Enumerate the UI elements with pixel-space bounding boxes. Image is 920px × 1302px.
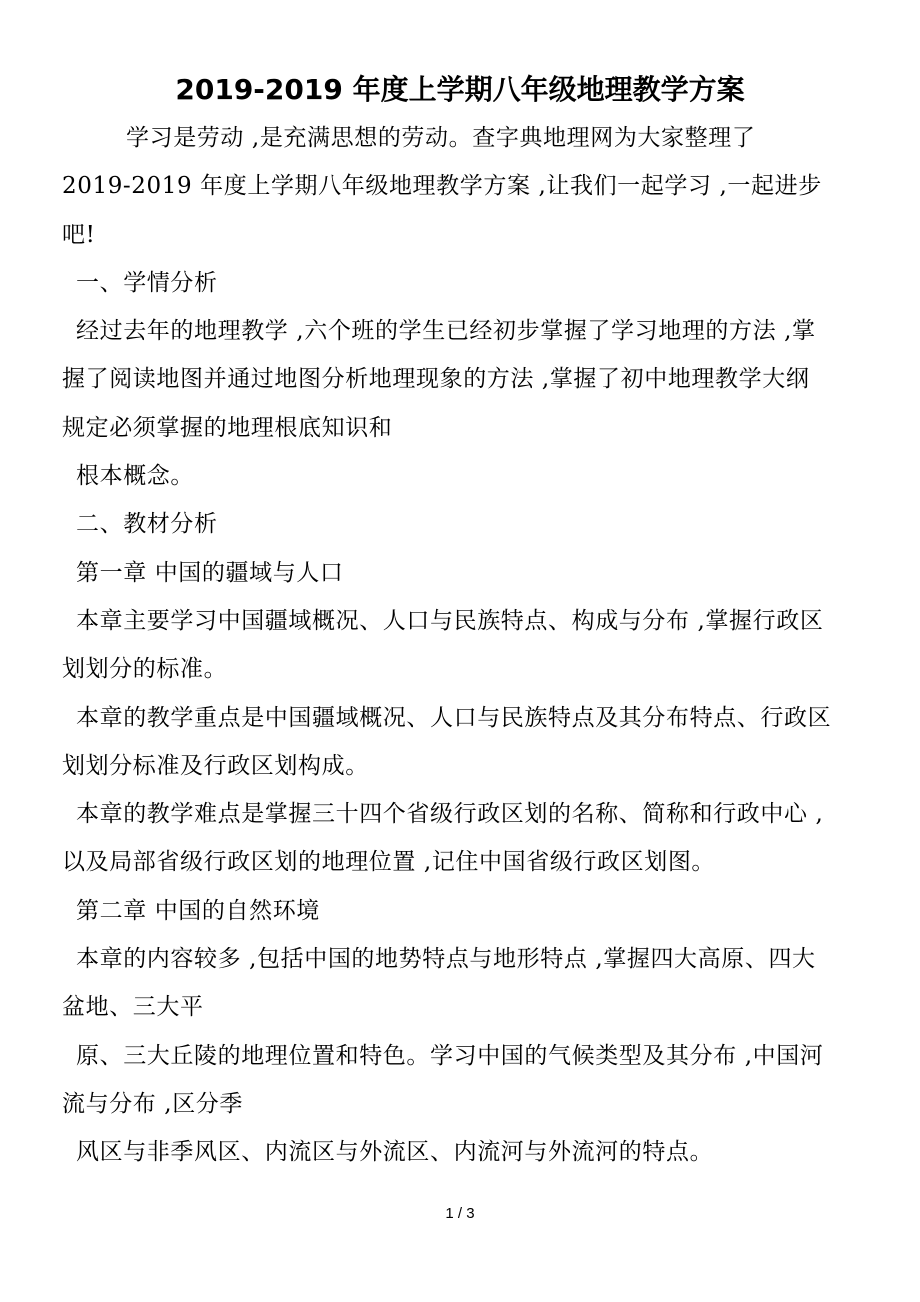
paragraph-line: 根本概念。: [76, 463, 194, 490]
paragraph-line: 盆地、三大平: [62, 994, 204, 1021]
chapter-heading: 第一章 中国的疆域与人口: [76, 559, 344, 586]
paragraph-line: 本章的教学难点是掌握三十四个省级行政区划的名称、简称和行政中心 ,: [76, 801, 824, 828]
paragraph-line: 以及局部省级行政区划的地理位置 ,记住中国省级行政区划图。: [62, 849, 716, 876]
paragraph-line: 经过去年的地理教学 ,六个班的学生已经初步掌握了学习地理的方法 ,掌: [76, 318, 816, 345]
paragraph-line: 原、三大丘陵的地理位置和特色。学习中国的气候类型及其分布 ,中国河: [76, 1042, 824, 1069]
section-heading: 二、教材分析: [76, 511, 218, 538]
document-title: 2019-2019 年度上学期八年级地理教学方案: [175, 73, 745, 106]
paragraph-line: 风区与非季风区、内流区与外流区、内流河与外流河的特点。: [76, 1139, 714, 1166]
paragraph-line: 本章的内容较多 ,包括中国的地势特点与地形特点 ,掌握四大高原、四大: [76, 946, 816, 973]
chapter-heading: 第二章 中国的自然环境: [76, 897, 320, 924]
paragraph-line: 规定必须掌握的地理根底知识和: [62, 414, 393, 441]
paragraph-line: 本章的教学重点是中国疆域概况、人口与民族特点及其分布特点、行政区: [76, 704, 832, 731]
document-body: [0, 114, 920, 1177]
paragraph-line: 划划分的标准。: [62, 656, 228, 683]
paragraph-line: 流与分布 ,区分季: [62, 1090, 244, 1117]
paragraph-line: 2019-2019 年度上学期八年级地理教学方案 ,让我们一起学习 ,一起进步: [62, 173, 822, 200]
paragraph-line: 握了阅读地图并通过地图分析地理现象的方法 ,掌握了初中地理教学大纲: [62, 366, 810, 393]
section-heading: 一、学情分析: [76, 269, 218, 296]
paragraph-line: 吧!: [62, 221, 96, 248]
paragraph-line: 学习是劳动 ,是充满思想的劳动。查字典地理网为大家整理了: [126, 125, 756, 151]
paragraph-line: 本章主要学习中国疆域概况、人口与民族特点、构成与分布 ,掌握行政区: [76, 607, 824, 634]
paragraph-line: 划划分标准及行政区划构成。: [62, 752, 369, 779]
page-number: 1 / 3: [445, 1205, 475, 1222]
